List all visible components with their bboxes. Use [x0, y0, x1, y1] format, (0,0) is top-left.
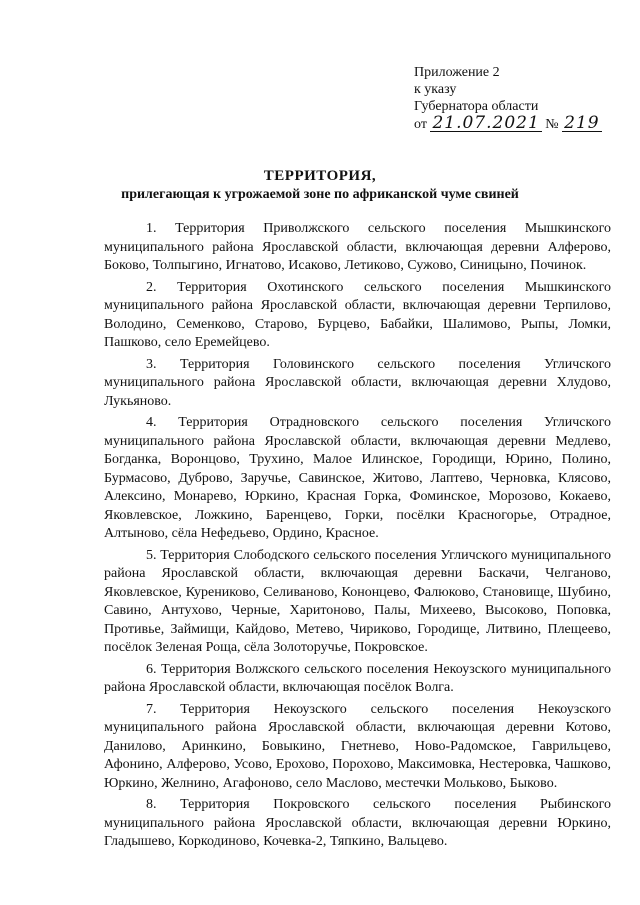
- paragraph: 1. Территория Приволжского сельского поселения Мышкинского муниципального района Ярославской области, включающая деревни Алферово, Боково, Толпыгино, Игнатово, Исаково, Летиково, Сужово, Синицыно, Починок.: [104, 221, 611, 273]
- document-subtitle: прилегающая к угрожаемой зоне по африканской чуме свиней: [121, 187, 519, 202]
- annex-date-line: [414, 115, 624, 133]
- document-body: [104, 220, 611, 855]
- document-title: ТЕРРИТОРИЯ,: [263, 168, 377, 184]
- paragraph: 6. Территория Волжского сельского поселения Некоузского муниципального района Ярославской области, включающая посёлок Волга.: [104, 661, 611, 695]
- decree-date: 21.07.2021: [432, 113, 540, 133]
- paragraph: 3. Территория Головинского сельского поселения Угличского муниципального района Ярославской области, включающая деревни Хлудово, Лукьяново.: [104, 356, 611, 409]
- paragraph: 8. Территория Покровского сельского поселения Рыбинского муниципального района Ярославской области, включающая деревни Юркино, Гладышево, Коркодиново, Кочевка-2, Тяпкино, Вальцево.: [104, 797, 611, 849]
- paragraph: 2. Территория Охотинского сельского поселения Мышкинского муниципального района Ярославской области, включающая деревни Терпилово, Володино, Семенково, Старово, Бурцево, Бабайки, Шалимово, Рыпы, Ломки, Пашково, село Еремейцево.: [104, 279, 611, 350]
- annex-governor: Губернатора области: [414, 99, 539, 114]
- annex-label: Приложение 2: [414, 65, 500, 80]
- number-prefix: №: [545, 117, 559, 132]
- annex-decree: к указу: [414, 82, 457, 97]
- decree-number: 219: [564, 113, 600, 133]
- annex-block: [414, 64, 624, 133]
- paragraph: 7. Территория Некоузского сельского поселения Некоузского муниципального района Ярославской области, включающая деревни Котово, Данилово, Аринкино, Бовыкино, Гнетнево, Ново-Радомское, Гаврильцево, Афонино, Алферово, Усово, Ерохово, Порохово, Максимовка, Нестеровка, Чашково, Юркино, Желнино, Агафоново, село Маслово, местечки Мольково, Быково.: [104, 701, 611, 791]
- paragraph: 5. Территория Слободского сельского поселения Угличского муниципального района Ярославской области, включающая деревни Баскачи, Челганово, Яковлевское, Курениково, Селиваново, Кононцево, Фалюково, Становище, Шубино, Савино, Антухово, Черные, Харитоново, Палы, Михеево, Высоково, Поповка, Противье, Займищи, Кайдово, Метево, Чириково, Городище, Литвино, Плещеево, посёлок Зеленая Роща, сёла Золоторучье, Покровское.: [104, 547, 611, 655]
- date-prefix: от: [414, 117, 427, 132]
- paragraph: 4. Территория Отрадновского сельского поселения Угличского муниципального района Ярославской области, включающая деревни Медлево, Богданка, Воронцово, Трухино, Малое Илинское, Городищи, Юрино, Полино, Бурмасово, Дуброво, Заручье, Савинское, Житово, Лаптево, Черновка, Клясово, Алексино, Монарево, Юркино, Красная Горка, Фоминское, Морозово, Кокаево, Яковлевское, Ложкино, Баренцево, Горки, посёлки Красногорье, Отрадное, Алтыново, сёла Нефедьево, Ордино, Красное.: [104, 415, 611, 541]
